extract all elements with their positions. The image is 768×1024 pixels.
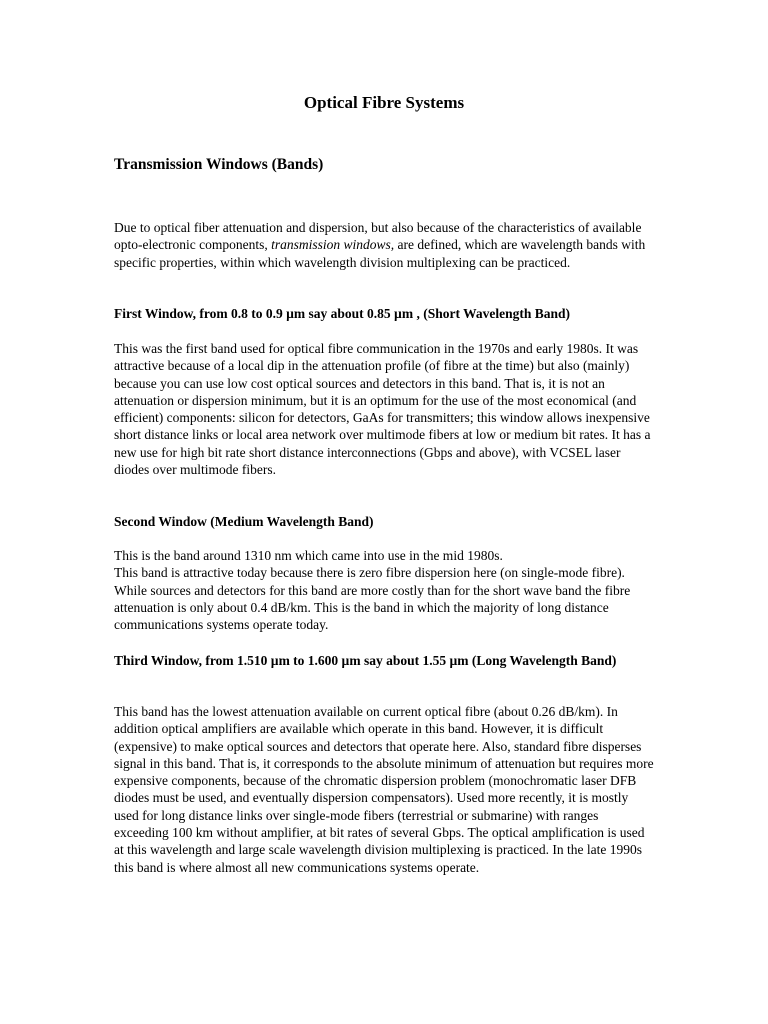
third-window-body: This band has the lowest attenuation available on current optical fibre (about 0.26 dB/km). In addition optical amplifiers are available which operate in this band. However, it is difficult (expensive) to make optical sources and detectors that operate here. Also, standard fibre disperses signal in this band. That is, it corresponds to the absolute minimum of attenuation but requires more expensive components, because of the chromatic dispersion problem (monochromatic laser DFB diodes must be used, and eventually dispersion compensators). Used more recently, it is mostly used for long distance links over single-mode fibers (terrestrial or submarine) with ranges exceeding 100 km without amplifier, at bit rates of several Gbps. The optical amplification is used at this wavelength and large scale wavelength division multiplexing is practiced. In the late 1990s this band is where almost all new communications systems operate.: [114, 704, 654, 875]
second-window-line-1: This is the band around 1310 nm which came into use in the mid 1980s.: [114, 548, 503, 563]
document-title: Optical Fibre Systems: [303, 93, 465, 112]
intro-text-start: Due to optical fiber attenuation and dispersion, but also because of the characteristics of available opto-electronic components,: [114, 220, 642, 253]
intro-text-end: are defined, which are wavelength bands with specific properties, within which wavelength division multiplexing can be practiced.: [114, 237, 646, 270]
second-window-heading: Second Window (Medium Wavelength Band): [114, 514, 374, 529]
first-window-body: This was the first band used for optical fibre communication in the 1970s and early 1980s. It was attractive because of a local dip in the attenuation profile (of fibre at the time) but also (mainly) because you can use low cost optical sources and detectors in this band. That is, it is not an attenuation or dispersion minimum, but it is an optimum for the use of the most economical (and efficient) components: silicon for detectors, GaAs for transmitters; this window allows inexpensive short distance links or local area network over multimode fibers at low or medium bit rates. It has a new use for high bit rate short distance interconnections (Gbps and above), with VCSEL laser diodes over multimode fibers.: [114, 341, 651, 478]
third-window-heading: Third Window, from 1.510 µm to 1.600 µm say about 1.55 µm (Long Wavelength Band): [114, 653, 617, 668]
first-window-heading: First Window, from 0.8 to 0.9 µm say about 0.85 µm , (Short Wavelength Band): [114, 306, 570, 321]
intro-paragraph: [114, 219, 654, 271]
intro-emphasis: transmission windows,: [271, 237, 395, 253]
second-window-line-2: This band is attractive today because there is zero fibre dispersion here (on single-mode fibre). While sources and detectors for this band are more costly than for the short wave band the fibre attenuation is only about 0.4 dB/km. This is the band in which the majority of long distance communications systems operate today.: [114, 565, 631, 633]
section-heading: Transmission Windows (Bands): [114, 156, 324, 173]
second-window-body: [114, 547, 654, 633]
